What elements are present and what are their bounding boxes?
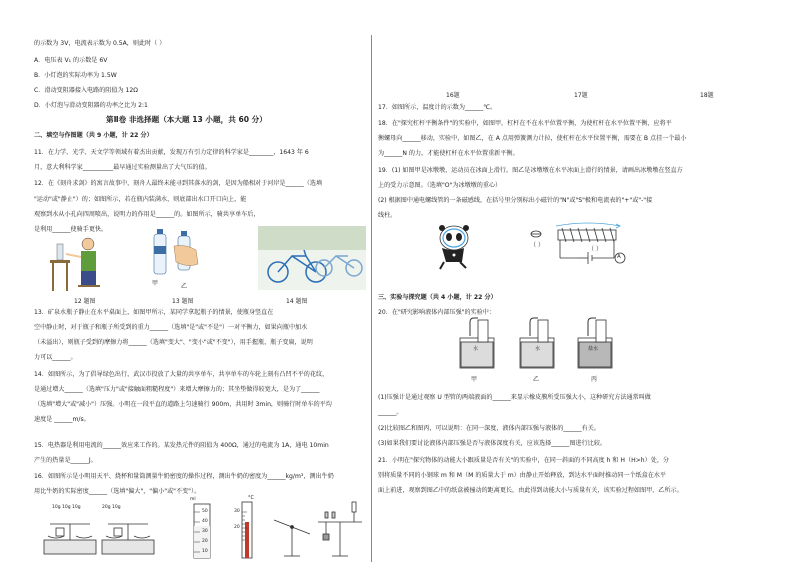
bottle-label-b: 乙 — [181, 283, 188, 290]
q10-option-b: B．小灯泡的实际功率为 1.5W — [34, 72, 117, 79]
fig16-caption: 16题 — [446, 92, 460, 99]
thermo-tick-30: 30 — [234, 509, 240, 514]
q13-line-2: 空中静止时，对于瓶子和瓶子所受到的重力______（选填"是"或"不是"）一对平衡力，如果向瓶中加水 — [34, 324, 308, 331]
fig19-mascot-image — [430, 222, 478, 272]
q18-line-3: 为______N 的力，才能使杠杆在水平位置重新平衡。 — [378, 150, 519, 157]
beaker-liquid-1: 水 — [473, 346, 479, 352]
q15-line-1: 15．电热器是利用电流的______效应来工作的。某发热元件的阻值为 400Ω，通过的电流为 1A，通电 10min — [34, 442, 329, 449]
q11-line-1: 11．在力学、光学、天文学等领域有着杰出贡献，发现万有引力定律的科学家是________，1643 年 6 — [34, 149, 309, 156]
q20-intro: 20．在"研究影响液体内部压强"的实验中： — [378, 309, 495, 316]
column-divider — [371, 35, 372, 562]
bottle-label-a: 甲 — [152, 280, 159, 287]
left-column — [34, 0, 364, 562]
fig16-balances-image — [42, 510, 182, 560]
q10-option-a: A．电压表 V₁ 的示数是 6V — [34, 57, 108, 64]
paren-left: （ ） — [530, 242, 545, 249]
q18-line-2: 衡螺母向______移动，实验中，如图乙，在 A 点用弹簧测力计拉，使杠杆在水平位置平衡，需要在 B 点挂一个最小 — [378, 135, 687, 142]
q21-line-1: 21．小明在"探究物体的动能大小跟质量是否有关"的实验中，在同一斜面的不同高度 h 和 H（H>h）处，分 — [378, 457, 670, 464]
beaker-label-a: 甲 — [471, 376, 478, 383]
fig20-beakers-image — [456, 318, 626, 374]
q12-line-2: "运动"或"静止"）的；如图所示，若在瓶内装满水，则底部出水口开口向上，能 — [34, 196, 247, 203]
q12-line-4: 是利用______使骑手更快。 — [34, 226, 108, 233]
section2-title: 二、填空与作图题（共 9 小题，计 22 分） — [34, 132, 153, 139]
beaker-liquid-3: 盐水 — [588, 346, 599, 352]
beaker-label-b: 乙 — [533, 376, 540, 383]
fig12-caption: 12 题图 — [74, 298, 96, 305]
fig13-bottles-image — [146, 226, 206, 278]
thermo-tick-20: 20 — [234, 525, 240, 530]
q10-option-c: C．滑动变阻器接入电路的阻值为 12Ω — [34, 87, 138, 94]
fig14-bikes-image — [258, 226, 366, 290]
q21-line-2: 别将质量不同的小钢球 m 和 M（M 的质量大于 m）由静止开始释放，到达水平面时推动同一个纸盒在水平 — [378, 472, 667, 479]
q15-line-2: 产生的热量是______J。 — [34, 457, 97, 464]
cyl-tick-20: 20 — [202, 539, 208, 544]
cyl-tick-40: 40 — [202, 519, 208, 524]
q20-part2: (2)比较图乙和图丙，可以说明：在同一深度，液体内部压强与液体的______有关。 — [378, 425, 600, 432]
q13-line-3: （未溢出），则瓶子受到的摩擦力将______（选填"变大"、"变小"或"不变"），用手握瓶，瓶子变扁，说明 — [34, 339, 313, 346]
fig18-caption: 18题 — [700, 92, 714, 99]
q16-line-2: 用比牛奶的实际密度______（选填"偏大"，"偏小"或"不变"）。 — [34, 488, 201, 495]
fig19-solenoid-image — [528, 224, 640, 270]
ammeter-label: A — [617, 254, 621, 260]
thermo-unit: °C — [248, 495, 254, 501]
cyl-tick-30: 30 — [202, 529, 208, 534]
part2-title: 第Ⅱ卷 非选择题（本大题 13 小题，共 60 分） — [106, 115, 267, 124]
q14-line-2: 是通过增大______（选填"压力"或"接触面粗糙程度"）来增大摩擦力的；其坐垫做得较宽大，是为了______ — [34, 386, 320, 393]
beaker-label-c: 丙 — [591, 376, 598, 383]
q19-line-4: 线柱。 — [378, 212, 397, 219]
q13-line-4: 力可以______。 — [34, 354, 77, 361]
q13-line-1: 13．矿泉水瓶子静止在水平桌面上，如图甲所示，某同学拿起瓶子的情景，使瓶身竖直在 — [34, 309, 274, 316]
q20-part3: (3)如果我们要讨论液体内部压强是否与液体深度有关，应该选择______图进行比较。 — [378, 440, 607, 447]
q10-option-d: D．小灯泡与滑动变阻器的功率之比为 2:1 — [34, 102, 148, 109]
fig14-caption: 14 题图 — [286, 298, 308, 305]
q17: 17．如图所示，温度计的示数为______℃。 — [378, 104, 497, 111]
q20-part1-line1: (1)压强计是通过观察 U 型管的两端液面的______来显示橡皮膜所受压强大小，这种研究方法通常叫做 — [378, 394, 651, 401]
fig18-levers-image — [270, 500, 364, 560]
section3-title: 三、实验与探究题（共 4 小题，计 22 分） — [378, 294, 497, 301]
cyl-unit: ml — [190, 497, 196, 502]
cyl-tick-10: 10 — [202, 549, 208, 554]
q21-line-3: 面上前进，观察到图乙中的纸盒被撞动的距离更长，由此得到动能大小与质量有关，该实验过程如图甲、乙所示。 — [378, 487, 683, 494]
mass-label-1: 10g 10g 10g — [52, 505, 81, 510]
fig13-caption: 13 题图 — [172, 298, 194, 305]
q16-line-1: 16．如图所示是小明用天平、烧杯和量筒测量牛奶密度的操作过程，测出牛奶的密度为______kg/m³，测出牛奶 — [34, 473, 334, 480]
q12-line-1: 12．在《刻舟求剑》的寓言故事中，刻舟人最终未能寻到其落水的剑，是因为船相对于河岸是______（选填 — [34, 180, 323, 187]
q10-tail: 的示数为 3V，电流表示数为 0.5A，则此时（ ） — [34, 40, 166, 47]
q12-line-3: 观察到水从小孔向四周喷出，说明力的作用是______的。如图所示，骑共享单车后， — [34, 211, 260, 218]
q20-part1-line2: ______。 — [378, 409, 403, 416]
q14-line-4: 速度是 ______m/s。 — [34, 416, 90, 423]
q19-line-1: 19．(1) 如图甲是冰墩墩，运动员在冰面上滑行，图乙是冰墩墩在水平冰面上滑行的情景，请画出冰墩墩在竖直方 — [378, 167, 683, 174]
q14-line-1: 14．如图所示，为了倡导绿色出行，武汉市投放了大量的共享单车，共享单车的车轮上刻有凸凹不平的花纹， — [34, 371, 329, 378]
fig17-caption: 17题 — [574, 92, 588, 99]
fig12-person-image — [48, 232, 108, 294]
q11-line-2: 月，意大利科学家__________最早通过实验测量出了大气压的值。 — [34, 164, 211, 171]
mass-label-2: 20g 10g — [102, 505, 121, 510]
beaker-liquid-2: 水 — [535, 346, 541, 352]
cyl-tick-50: 50 — [202, 509, 208, 514]
q18-line-1: 18．在"探究杠杆平衡条件"的实验中，如图甲，杠杆在不在水平位置平衡，为使杠杆在水平位置平衡，应将平 — [378, 120, 672, 127]
q19-line-2: 上的受力示意图。（选填"O"为冰墩墩的重心） — [378, 182, 502, 189]
q14-line-3: （选填"增大"或"减小"）压强。小明在一段平直的道路上匀速骑行 900m，共用时 3min，则骑行时单车的平均 — [34, 401, 332, 408]
paren-right: （ ） — [588, 246, 603, 253]
right-column — [378, 0, 778, 562]
q19-line-3: (2) 根据图中通电螺线管的一条磁感线，在括号里分别标出小磁针的"N"或"S"极和电流表的"+"或"-"接 — [378, 197, 653, 204]
